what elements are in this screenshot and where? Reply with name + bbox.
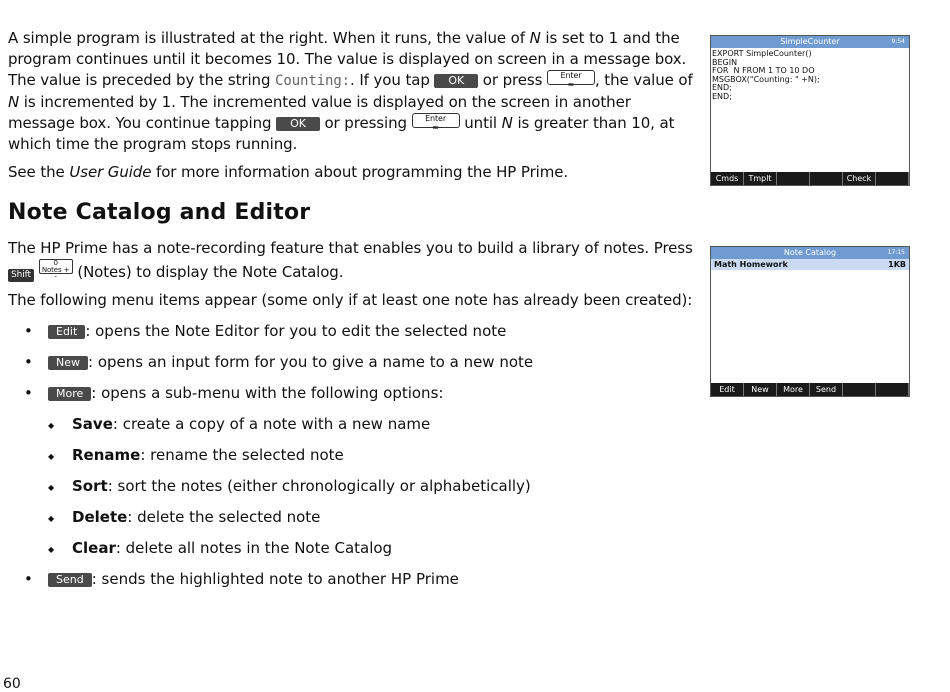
edit-key: Edit [48, 325, 85, 339]
section-heading: Note Catalog and Editor [8, 200, 311, 225]
sub-list-item: ◆ Save: create a copy of a note with a new name [0, 414, 700, 445]
sub-list-item: ◆ Rename: rename the selected note [0, 445, 700, 476]
notes-paragraph: The HP Prime has a note-recording feature that enables you to build a library of notes. Press Shift 0 Notes + - (Notes) to display the Note Catalog. [8, 239, 693, 281]
note-row: Math Homework 1KB [711, 259, 909, 270]
list-item: • Edit : opens the Note Editor for you to edit the selected note [0, 321, 700, 352]
screen-title-bar: SimpleCounter 9:54 [711, 36, 909, 48]
ok-key: OK [434, 74, 478, 88]
list-item: • More : opens a sub-menu with the following options: [0, 383, 700, 414]
sub-list-item: ◆ Sort: sort the notes (either chronologically or alphabetically) [0, 476, 700, 507]
enter-key: Enter ≈ [412, 113, 460, 128]
new-key: New [48, 356, 88, 370]
send-key: Send [48, 573, 92, 587]
code-string: Counting: [275, 73, 351, 89]
screen-menu-bar: Edit New More Send [711, 383, 909, 396]
enter-key: Enter ≈ [547, 70, 595, 85]
notes-key: 0 Notes + - [39, 259, 73, 274]
list-item: • New : opens an input form for you to give a name to a new note [0, 352, 700, 383]
program-screenshot [710, 35, 910, 186]
guide-paragraph: See the User Guide for more information about programming the HP Prime. [8, 163, 569, 181]
screen-menu-bar: Cmds Tmplt Check [711, 172, 909, 185]
shift-key: Shift [8, 269, 34, 282]
note-catalog-screenshot [710, 246, 910, 397]
ok-key: OK [276, 117, 320, 131]
menu-items-list [0, 321, 700, 600]
page-number: 60 [3, 676, 21, 692]
screen-title-bar: Note Catalog 17:15 [711, 247, 909, 259]
sub-list-item: ◆ Delete: delete the selected note [0, 507, 700, 538]
intro-paragraph: A simple program is illustrated at the right. When it runs, the value of N is set to 1 and the program continues until it becomes 10. The value is displayed on screen in a message box. The value is preceded by the string Counting:. If you tap OK or press Enter ≈ , the value of N is incremented by 1. The incremented value is displayed on the screen in another message box. You continue tapping OK or pressing Enter ≈ until N is greater than 10, at which time the program stops running. [8, 29, 693, 153]
sub-list-item: ◆ Clear: delete all notes in the Note Catalog [0, 538, 700, 569]
list-item: • Send : sends the highlighted note to another HP Prime [0, 569, 700, 600]
program-code: EXPORT SimpleCounter() BEGIN FOR N FROM 1 TO 10 DO MSGBOX("Counting: " +N); END; END; [712, 49, 820, 101]
more-key: More [48, 387, 91, 401]
menu-intro: The following menu items appear (some only if at least one note has already been created): [8, 291, 693, 309]
